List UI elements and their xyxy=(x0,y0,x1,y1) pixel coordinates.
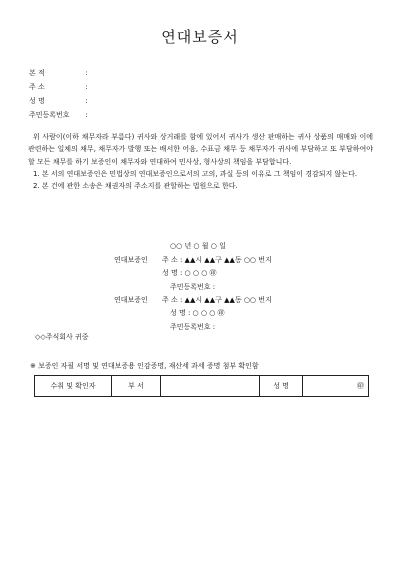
name-label-cell: 성 명 xyxy=(260,376,303,397)
guarantor-1-id: 주민등록번호 : xyxy=(170,283,216,291)
party-id-value: : xyxy=(85,111,88,119)
party-address-value: : xyxy=(85,83,88,91)
recipient-line: ◇◇주식회사 귀중 xyxy=(35,333,89,341)
seal-cell: ㊞ xyxy=(303,376,369,397)
party-address-label: 주 소 xyxy=(29,83,45,91)
party-id-row xyxy=(29,111,88,120)
party-address-row xyxy=(29,83,88,92)
confirmation-table xyxy=(34,375,369,397)
guarantor-1-address: 주 소 : ▲▲시 ▲▲구 ▲▲동 ○○ 번지 xyxy=(162,256,272,264)
party-domicile-row xyxy=(29,69,88,78)
guarantor-2-role: 연대보증인 xyxy=(114,296,148,304)
guarantor-2-name: 성 명 : ○ ○ ○ ㊞ xyxy=(170,309,225,317)
guarantor-2-id: 주민등록번호 : xyxy=(170,323,216,331)
guarantor-1-role: 연대보증인 xyxy=(114,256,148,264)
party-id-label: 주민등록번호 xyxy=(29,111,70,119)
department-label-cell: 부 서 xyxy=(112,376,161,397)
party-domicile-value: : xyxy=(85,69,88,77)
department-value-cell xyxy=(161,376,260,397)
guarantee-clause-1: 1. 본 서의 연대보증인은 민법상의 연대보증인으로서의 고의, 과실 등의 이유로 그 책임이 경감되지 않는다. xyxy=(33,169,358,178)
guarantor-1-name: 성 명 : ○ ○ ○ ㊞ xyxy=(162,269,217,277)
date-line: ○○ 년 ○ 월 ○ 일 xyxy=(170,242,226,250)
party-name-value: : xyxy=(85,97,88,105)
guarantee-clause-2: 2. 본 건에 관한 소송은 채권자의 주소지를 관할하는 법원으로 한다. xyxy=(33,182,238,191)
guarantee-main-paragraph: 위 사람이(이하 채무자라 부름다) 귀사와 상거래를 함에 있어서 귀사가 생산 판매하는 귀사 상품의 매매와 이에 관련하는 일체의 채무, 채무자가 발행 또는 배서한 어음, 수표금 채무 등 채무자가 귀사에 부담하고 또 부담하여야 할 모든 채무를 하기 보증인이 채무자와 연대하여 민사상, 형사상의 책임을 부담합니다. xyxy=(28,133,373,166)
document-title: 연대보증서 xyxy=(161,28,239,46)
receiver-label-cell: 수취 및 확인자 xyxy=(35,376,112,397)
attachment-note: ※ 보증인 자필 서명 및 연대보증용 인감증명, 재산세 과세 증명 첨부 확인함 xyxy=(30,362,259,370)
guarantor-2-address: 주 소 : ▲▲시 ▲▲구 ▲▲동 ○○ 번지 xyxy=(162,296,272,304)
party-name-label: 성 명 xyxy=(29,97,45,105)
party-domicile-label: 본 적 xyxy=(29,69,45,77)
party-name-row xyxy=(29,97,88,106)
guarantee-body xyxy=(28,131,373,192)
confirmation-row xyxy=(35,376,369,397)
